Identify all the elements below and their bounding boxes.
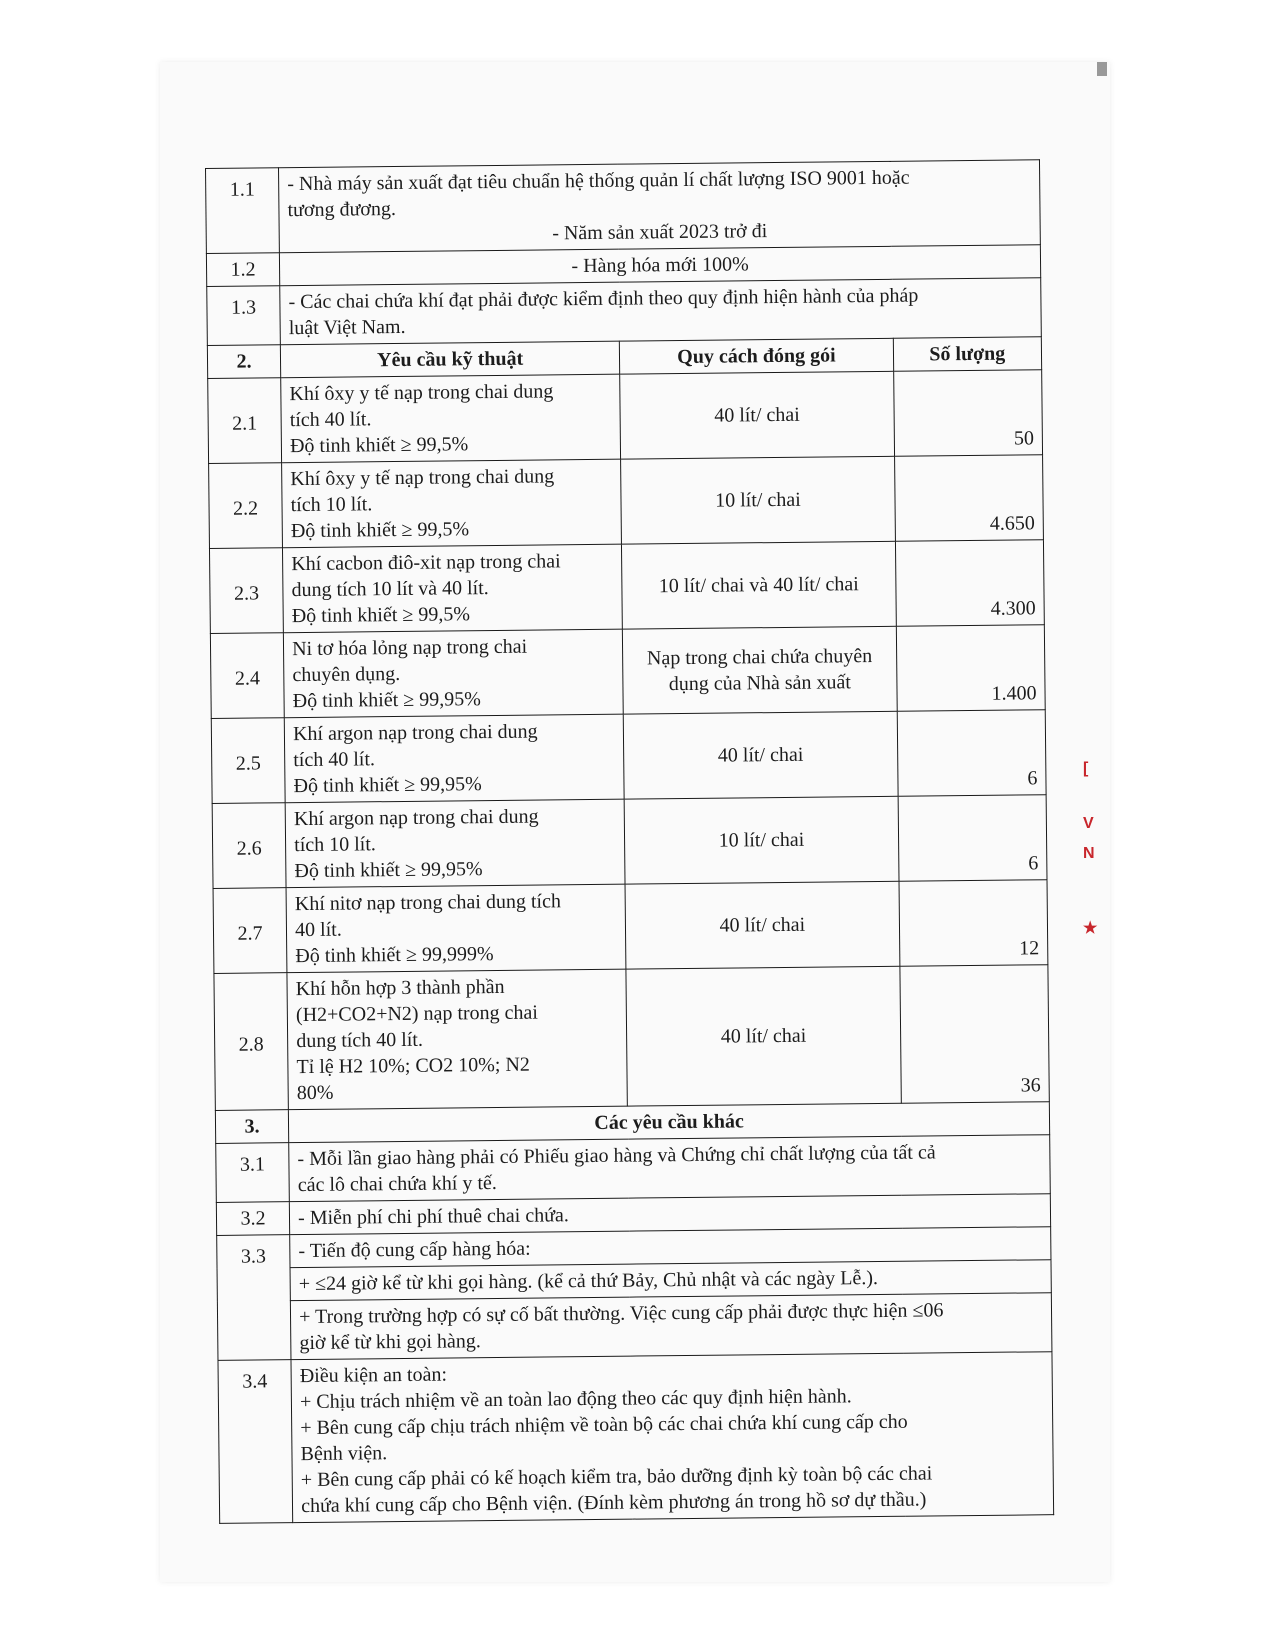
text-line: 40 lít. xyxy=(294,918,342,942)
row-number: 2.5 xyxy=(211,718,285,804)
text-line: các lô chai chứa khí y tế. xyxy=(297,1172,497,1197)
text-line: tương đương. xyxy=(287,198,397,222)
text-line: giờ kể từ khi gọi hàng. xyxy=(299,1330,481,1355)
text-line: Bệnh viện. xyxy=(300,1442,388,1466)
text-line: + Trong trường hợp có sự cố bất thường. Việc cung cấp phải được thực hiện ≤06 xyxy=(299,1299,944,1329)
row-content xyxy=(291,1352,1054,1523)
stamp-fragment: N xyxy=(1083,845,1095,862)
packaging-spec: 40 lít/ chai xyxy=(620,371,894,459)
packaging-spec: 10 lít/ chai xyxy=(621,456,895,544)
requirements-table xyxy=(205,159,1054,1524)
text-line: chứa khí cung cấp cho Bệnh viện. (Đính kèm phương án trong hồ sơ dự thầu.) xyxy=(301,1488,927,1518)
text-line: - Năm sản xuất 2023 trở đi xyxy=(552,220,768,245)
section-number: 3. xyxy=(215,1110,288,1144)
text-line: + Chịu trách nhiệm về an toàn lao động theo các quy định hiện hành. xyxy=(299,1385,852,1414)
row-content: - Hàng hóa mới 100% xyxy=(280,245,1041,286)
text-line: Độ tinh khiết ≥ 99,95% xyxy=(293,773,482,798)
row-number: 1.1 xyxy=(206,168,280,254)
technical-requirement xyxy=(281,374,621,463)
text-line: luật Việt Nam. xyxy=(288,315,406,340)
row-content xyxy=(289,1135,1050,1202)
packaging-spec: 10 lít/ chai và 40 lít/ chai xyxy=(622,541,896,629)
text-line: tích 10 lít. xyxy=(294,833,376,857)
text-line: Độ tinh khiết ≥ 99,95% xyxy=(292,688,481,713)
text-line: Độ tinh khiết ≥ 99,999% xyxy=(295,943,494,968)
text-line: Độ tinh khiết ≥ 99,95% xyxy=(294,858,483,883)
text-line: Tỉ lệ H2 10%; CO2 10%; N2 xyxy=(296,1053,530,1079)
section2-rows xyxy=(208,370,1050,1111)
row-number: 2.3 xyxy=(209,548,283,634)
technical-requirement xyxy=(287,969,628,1110)
row-content xyxy=(280,278,1041,345)
text-line: - Các chai chứa khí đạt phải được kiểm định theo quy định hiện hành của pháp xyxy=(288,284,919,314)
text-line: + Bên cung cấp chịu trách nhiệm về toàn bộ các chai chứa khí cung cấp cho xyxy=(300,1410,908,1440)
text-line: dung tích 10 lít và 40 lít. xyxy=(291,577,489,602)
table-row xyxy=(206,160,1041,254)
text-line: tích 10 lít. xyxy=(290,493,373,517)
row-content: - Miễn phí chi phí thuê chai chứa. xyxy=(289,1194,1050,1235)
text-line: Điều kiện an toàn: xyxy=(299,1363,448,1388)
text-line: Khí argon nạp trong chai dung xyxy=(293,805,539,831)
text-line: - Mỗi lần giao hàng phải có Phiếu giao hàng và Chứng chỉ chất lượng của tất cả xyxy=(297,1141,936,1171)
text-line: Ni tơ hóa lỏng nạp trong chai xyxy=(292,635,528,661)
text-line: Khí ôxy y tế nạp trong chai dung xyxy=(290,465,555,491)
technical-requirement xyxy=(283,629,623,718)
text-line: 80% xyxy=(296,1081,334,1105)
stamp-fragment: [ xyxy=(1083,760,1089,777)
column-header: Số lượng xyxy=(893,337,1042,372)
technical-requirement xyxy=(282,459,622,548)
row-number: 3.3 xyxy=(217,1235,291,1361)
table-row xyxy=(209,540,1044,634)
quantity: 6 xyxy=(897,710,1046,797)
row-number: 2.6 xyxy=(212,803,286,889)
technical-requirement xyxy=(283,544,623,633)
row-number: 2.2 xyxy=(209,463,283,549)
technical-requirement xyxy=(284,714,624,803)
packaging-spec: Nạp trong chai chứa chuyên dụng của Nhà sản xuất xyxy=(623,626,897,714)
row-number: 1.3 xyxy=(207,286,281,346)
quantity: 4.650 xyxy=(894,455,1043,542)
stamp-star-icon: ★ xyxy=(1083,920,1098,937)
text-line: Khí hỗn hợp 3 thành phần xyxy=(295,975,505,1001)
technical-requirement xyxy=(285,799,625,888)
text-line: tích 40 lít. xyxy=(289,408,372,432)
table-row xyxy=(208,370,1043,464)
table-row xyxy=(216,1135,1051,1203)
row-number: 3.1 xyxy=(216,1143,290,1203)
packaging-spec: 40 lít/ chai xyxy=(625,881,899,969)
table-row xyxy=(214,965,1049,1111)
quantity: 6 xyxy=(898,795,1047,882)
row-number: 1.2 xyxy=(206,253,279,287)
table-row xyxy=(211,710,1046,804)
row-number: 2.4 xyxy=(210,633,284,719)
packaging-spec: 40 lít/ chai xyxy=(626,966,901,1106)
stamp-fragment: V xyxy=(1083,815,1094,832)
table-row xyxy=(209,455,1044,549)
quantity: 36 xyxy=(900,965,1050,1104)
requirements-table-wrap xyxy=(205,159,1054,1524)
section-title: Các yêu cầu khác xyxy=(288,1102,1049,1143)
text-line: Khí cacbon điô-xit nạp trong chai xyxy=(291,550,561,576)
row-number: 2.7 xyxy=(213,888,287,974)
row-number: 3.2 xyxy=(216,1202,289,1236)
text-line: Khí argon nạp trong chai dung xyxy=(292,720,538,746)
quantity: 4.300 xyxy=(895,540,1044,627)
technical-requirement xyxy=(286,884,626,973)
packaging-spec: 10 lít/ chai xyxy=(624,796,898,884)
text-line: Độ tinh khiết ≥ 99,5% xyxy=(290,518,470,543)
text-line: Khí nitơ nạp trong chai dung tích xyxy=(294,890,562,916)
text-line: - Nhà máy sản xuất đạt tiêu chuẩn hệ thống quản lí chất lượng ISO 9001 hoặc xyxy=(287,166,910,196)
packaging-spec: 40 lít/ chai xyxy=(623,711,897,799)
row-content xyxy=(290,1293,1051,1360)
quantity: 50 xyxy=(893,370,1042,457)
row-content: - Tiến độ cung cấp hàng hóa: xyxy=(290,1227,1051,1268)
text-line: tích 40 lít. xyxy=(293,748,376,772)
text-line: Khí ôxy y tế nạp trong chai dung xyxy=(289,380,554,406)
text-line: + Bên cung cấp phải có kế hoạch kiểm tra, bảo dưỡng định kỳ toàn bộ các chai xyxy=(300,1462,933,1492)
row-content xyxy=(279,160,1041,253)
row-number: 3.4 xyxy=(218,1360,293,1524)
text-line: (H2+CO2+N2) nạp trong chai xyxy=(295,1001,539,1027)
text-line: chuyên dụng. xyxy=(292,662,401,687)
table-row xyxy=(213,880,1048,974)
column-header: Quy cách đóng gói xyxy=(620,338,894,374)
section-number: 2. xyxy=(207,345,280,379)
text-line: Độ tinh khiết ≥ 99,5% xyxy=(289,433,469,458)
page-edge-mark xyxy=(1097,62,1107,76)
table-row xyxy=(217,1293,1052,1361)
column-header: Yêu cầu kỹ thuật xyxy=(280,341,619,378)
table-row xyxy=(207,278,1042,346)
row-content: + ≤24 giờ kể từ khi gọi hàng. (kể cả thứ Bảy, Chủ nhật và các ngày Lễ.). xyxy=(290,1260,1051,1301)
row-number: 2.8 xyxy=(214,973,289,1111)
table-row xyxy=(218,1352,1054,1524)
table-row xyxy=(212,795,1047,889)
text-line: dung tích 40 lít. xyxy=(296,1028,424,1053)
quantity: 1.400 xyxy=(896,625,1045,712)
quantity: 12 xyxy=(899,880,1048,967)
text-line: Độ tinh khiết ≥ 99,5% xyxy=(291,603,471,628)
row-number: 2.1 xyxy=(208,378,282,464)
table-row xyxy=(210,625,1045,719)
